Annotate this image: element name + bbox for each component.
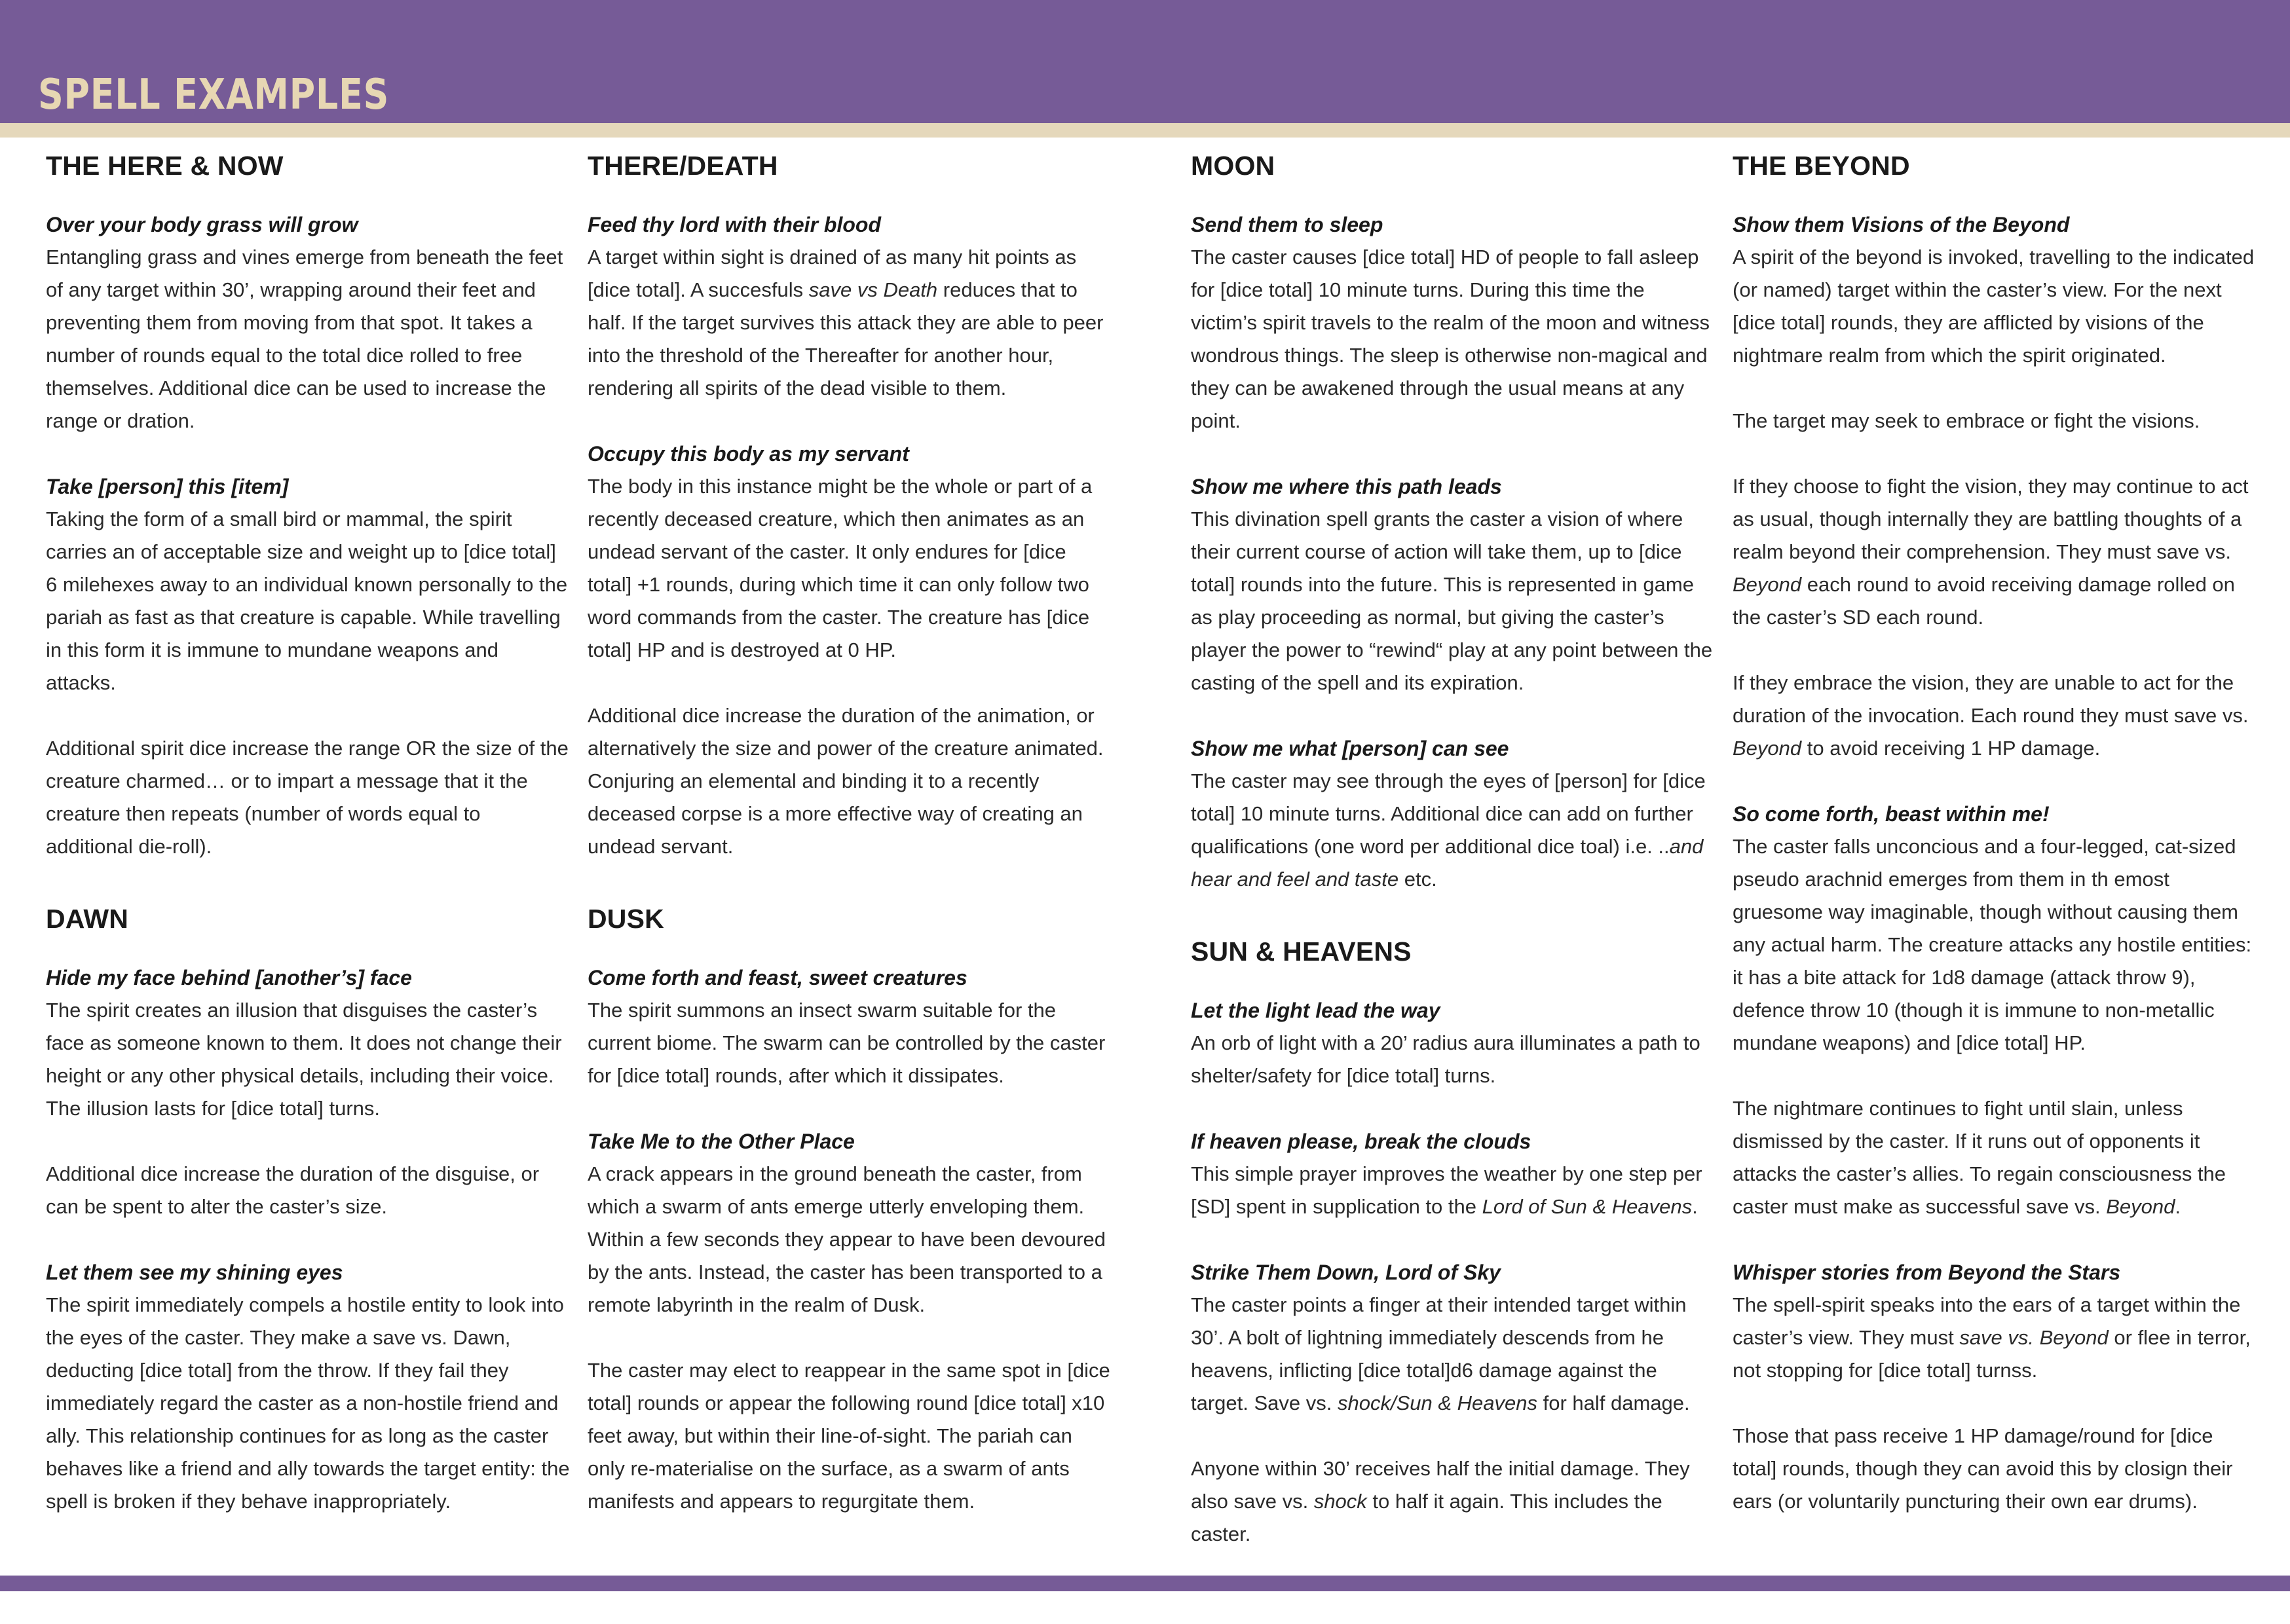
spell-description: The caster may see through the eyes of [person] for [dice total] 10 minute turns. Additional dice can add on further qualifications (one word per additional dice toal) i.e. ..and hear and feel and taste etc. [1191, 769, 1706, 891]
section-there-death [588, 143, 1112, 863]
header-accent-stripe [0, 123, 2290, 138]
spell-description: The spell-spirit speaks into the ears of a target within the caster’s view. They must save vs. Beyond or flee in terror, not stopping for [dice total] turnss. [1733, 1293, 2251, 1382]
column-3 [1191, 143, 1715, 1551]
spell-description: If they choose to fight the vision, they may continue to act as usual, though internally they are battling thoughts of a realm beyond their comprehension. They must save vs. Beyond each round to avoid receiving damage rolled on the caster’s SD each round. [1733, 475, 2249, 629]
spell-description: The spirit creates an illusion that disguises the caster’s face as someone known to them. It does not change their height or any other physical details, including their voice. The illusion lasts for [dice total] turns. [46, 999, 562, 1120]
spell-name: Take [person] this [item] [46, 475, 289, 498]
spell-description: The spirit summons an insect swarm suitable for the current biome. The swarm can be controlled by the caster for [dice total] rounds, after which it dissipates. [588, 999, 1106, 1087]
spell-description: The caster points a finger at their intended target within 30’. A bolt of lightning immediately descends from he heavens, inflicting [dice total]d6 damage against the target. Save vs. shock/Sun & Heavens for half damage. [1191, 1293, 1690, 1414]
spell-name: If heaven please, break the clouds [1191, 1130, 1531, 1153]
spell-name: Take Me to the Other Place [588, 1130, 855, 1153]
section-sun-heavens [1191, 929, 1715, 1551]
spell-name: Over your body grass will grow [46, 213, 358, 236]
column-1 [46, 143, 570, 1518]
header-band [0, 0, 2290, 123]
section-dusk [588, 896, 1112, 1518]
section-title: THE HERE & NOW [46, 151, 284, 181]
section-title: DUSK [588, 904, 664, 934]
footer-band [0, 1576, 2290, 1591]
spell-name: Send them to sleep [1191, 213, 1383, 236]
column-4 [1733, 143, 2257, 1518]
spell-description: This simple prayer improves the weather by one step per [SD] spent in supplication to the Lord of Sun & Heavens. [1191, 1162, 1702, 1218]
spell-description: The caster causes [dice total] HD of people to fall asleep for [dice total] 10 minute turns. During this time the victim’s spirit travels to the realm of the moon and witness wondrous things. The sleep is otherwise non-magical and they can be awakened through the usual means at any point. [1191, 246, 1710, 432]
spell-description: The nightmare continues to fight until slain, unless dismissed by the caster. If it runs out of opponents it attacks the caster’s allies. To regain consciousness the caster must make as successful save vs. Beyond. [1733, 1097, 2226, 1218]
spell-description: This divination spell grants the caster a vision of where their current course of action will take them, up to [dice total] rounds into the future. This is represented in game as play proceeding as normal, but giving the caster’s player the power to “rewind“ play at any point between the casting of the spell and its expiration. [1191, 507, 1713, 694]
section-title: THE BEYOND [1733, 151, 1910, 181]
spell-name: Come forth and feast, sweet creatures [588, 966, 967, 989]
spell-description: Anyone within 30’ receives half the initial damage. They also save vs. shock to half it again. This includes the caster. [1191, 1457, 1690, 1545]
spell-description: Taking the form of a small bird or mammal, the spirit carries an of acceptable size and weight up to [dice total] 6 milehexes away to an individual known personally to the pariah as fast as that creature is capable. While travelling in this form it is immune to mundane weapons and attacks. [46, 507, 568, 694]
spell-description: The caster may elect to reappear in the same spot in [dice total] rounds or appear the following round [dice total] x10 feet away, but within their line-of-sight. The pariah can only re-materialise on the surface, as a swarm of ants manifests and appears to regurgitate them. [588, 1359, 1110, 1513]
spell-description: The body in this instance might be the whole or part of a recently deceased creature, which then animates as an undead servant of the caster. It only endures for [dice total] +1 rounds, during which time it can only follow two word commands from the caster. The creature has [dice total] HP and is destroyed at 0 HP. [588, 475, 1093, 661]
spell-name: Show me what [person] can see [1191, 737, 1509, 760]
spell-description: Those that pass receive 1 HP damage/round for [dice total] rounds, though they can avoid this by closign their ears (or voluntarily puncturing their own ear drums). [1733, 1424, 2233, 1513]
spell-description: A crack appears in the ground beneath the caster, from which a swarm of ants emerge utterly enveloping them. Within a few seconds they appear to have been devoured by the ants. Instead, the caster has been transported to a remote labyrinth in the realm of Dusk. [588, 1162, 1106, 1316]
spell-name: Show them Visions of the Beyond [1733, 213, 2070, 236]
page-title: SPELL EXAMPLES [38, 71, 390, 119]
spell-name: Let the light lead the way [1191, 999, 1440, 1022]
spell-name: Show me where this path leads [1191, 475, 1502, 498]
section-title: MOON [1191, 151, 1275, 181]
section-title: SUN & HEAVENS [1191, 936, 1412, 967]
spell-name: Let them see my shining eyes [46, 1261, 343, 1284]
spell-name: Occupy this body as my servant [588, 442, 909, 466]
spell-description: An orb of light with a 20’ radius aura illuminates a path to shelter/safety for [dice total] turns. [1191, 1031, 1700, 1087]
section-moon [1191, 143, 1715, 896]
spell-name: Feed thy lord with their blood [588, 213, 881, 236]
section-dawn [46, 896, 570, 1518]
section-title: DAWN [46, 904, 129, 934]
spell-description: Entangling grass and vines emerge from beneath the feet of any target within 30’, wrapping around their feet and preventing them from moving from that spot. It takes a number of rounds equal to the total dice rolled to free themselves. Additional dice can be used to increase the range or dration. [46, 246, 563, 432]
spell-description: Additional dice increase the duration of the disguise, or can be spent to alter the caster’s size. [46, 1162, 540, 1218]
section-title: THERE/DEATH [588, 151, 778, 181]
spell-description: A spirit of the beyond is invoked, travelling to the indicated (or named) target within the caster’s view. For the next [dice total] rounds, they are afflicted by visions of the nightmare realm from which the spirit originated. [1733, 246, 2255, 367]
section-here-now [46, 143, 570, 863]
spell-description: The caster falls unconcious and a four-legged, cat-sized pseudo arachnid emerges from them in th emost gruesome way imaginable, though without causing them any actual harm. The creature attacks any hostile entities: it has a bite attack for 1d8 damage (attack throw 9), defence throw 10 (though it is immune to non-metallic mundane weapons) and [dice total] HP. [1733, 835, 2252, 1054]
spell-description: A target within sight is drained of as many hit points as [dice total]. A succesfuls save vs Death reduces that to half. If the target survives this attack they are able to peer into the threshold of the Thereafter for another hour, rendering all spirits of the dead visible to them. [588, 246, 1104, 399]
column-2 [588, 143, 1112, 1518]
spell-name: So come forth, beast within me! [1733, 802, 2050, 826]
spell-description: Additional spirit dice increase the range OR the size of the creature charmed… or to impart a message that it the creature then repeats (number of words equal to additional die-roll). [46, 737, 569, 858]
spell-description: The spirit immediately compels a hostile entity to look into the eyes of the caster. They make a save vs. Dawn, deducting [dice total] from the throw. If they fail they immediately regard the caster as a non-hostile friend and ally. This relationship continues for as long as the caster behaves like a friend and ally towards the target entity: the spell is broken if they behave inappropriately. [46, 1293, 570, 1513]
spell-name: Strike Them Down, Lord of Sky [1191, 1261, 1501, 1284]
spell-description: The target may seek to embrace or fight the visions. [1733, 409, 2200, 432]
spell-description: Additional dice increase the duration of the animation, or alternatively the size and power of the creature animated. Conjuring an elemental and binding it to a recently deceased corpse is a more effective way of creating an undead servant. [588, 704, 1104, 858]
spell-description: If they embrace the vision, they are unable to act for the duration of the invocation. Each round they must save vs. Beyond to avoid receiving 1 HP damage. [1733, 671, 2249, 760]
spell-name: Hide my face behind [another’s] face [46, 966, 412, 989]
spell-name: Whisper stories from Beyond the Stars [1733, 1261, 2121, 1284]
section-the-beyond [1733, 143, 2257, 1518]
